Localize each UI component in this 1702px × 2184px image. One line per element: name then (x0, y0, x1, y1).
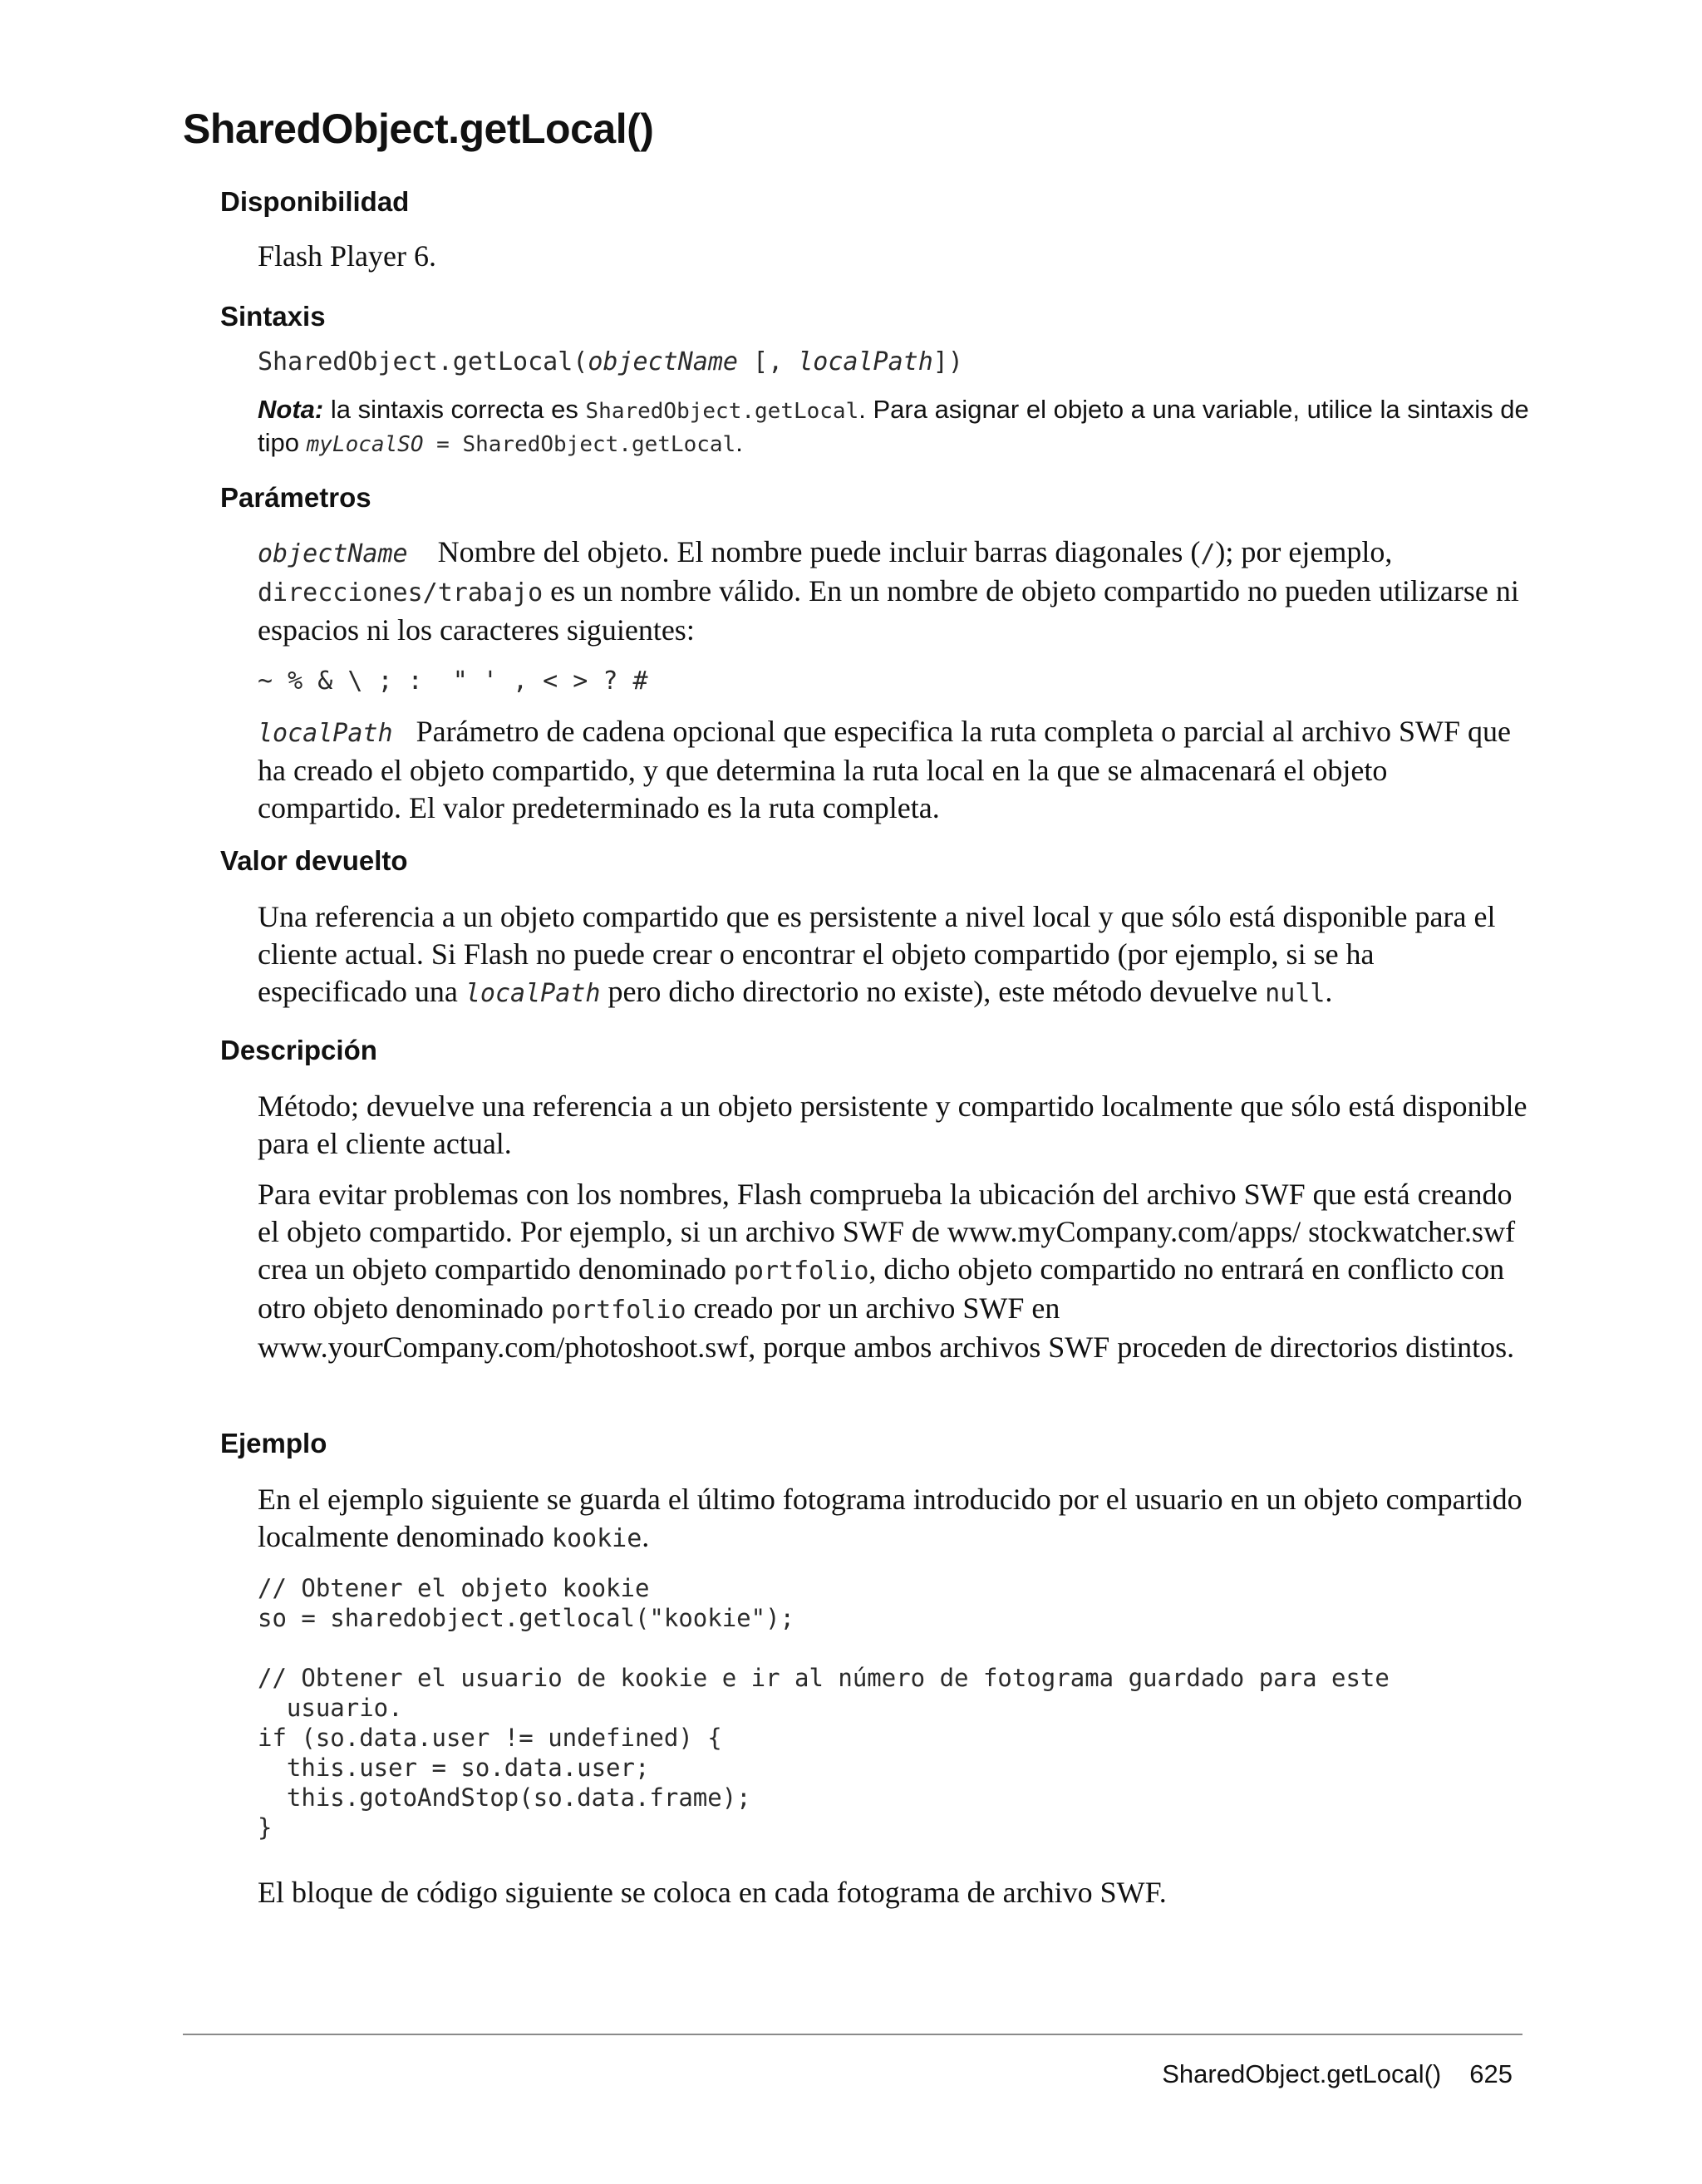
param-localpath-desc (258, 713, 1529, 827)
footer-label: SharedObject.getLocal() (1162, 2059, 1442, 2088)
description-paragraph-2 (258, 1176, 1529, 1366)
note-text-2: . Para asignar el objeto a una variable, utilice la sintaxis de tipo (258, 395, 1529, 457)
example-intro-end: . (642, 1520, 650, 1553)
return-value-code-1: localPath (465, 979, 601, 1008)
syntax-code-mid: [, (737, 347, 799, 376)
note-text-1: la sintaxis correcta es (323, 395, 586, 424)
syntax-param-objectname: objectName (588, 347, 738, 376)
note-label: Nota: (258, 395, 324, 424)
syntax-code (258, 342, 1529, 381)
code-line: usuario. (258, 1694, 403, 1722)
parameters-heading: Parámetros (220, 482, 371, 513)
code-line: this.user = so.data.user; (258, 1754, 650, 1782)
description-text-1: Para evitar problemas con los nombres, Flash comprueba la ubicación del archivo SWF que está creando el objeto compartido. Por ejemplo, si un archivo SWF de www.myCompany.com/apps/ stockwatcher.swf crea un objeto compartido denominado (258, 1178, 1516, 1286)
param-objectname-text-3: es un nombre válido. En un nombre de objeto compartido no pueden utilizarse ni espacios ni los caracteres siguientes: (258, 574, 1519, 647)
example-outro: El bloque de código siguiente se coloca en cada fotograma de archivo SWF. (258, 1876, 1167, 1909)
param-objectname-text-1: Nombre del objeto. El nombre puede incluir barras diagonales ( (437, 535, 1201, 568)
example-intro (258, 1481, 1529, 1557)
code-line: } (258, 1813, 273, 1842)
note-text-3: . (735, 428, 743, 457)
note-code-2-var: myLocalSO (306, 432, 424, 457)
description-code-1: portfolio (733, 1257, 869, 1286)
param-objectname-name: objectName (258, 539, 408, 568)
page-footer (1162, 2059, 1513, 2089)
param-slash: / (1200, 539, 1216, 568)
page-title: SharedObject.getLocal() (183, 106, 654, 152)
return-value-heading: Valor devuelto (220, 845, 408, 876)
forbidden-characters (258, 661, 1529, 700)
code-line: // Obtener el usuario de kookie e ir al número de fotograma guardado para este (258, 1664, 1390, 1692)
example-intro-text: En el ejemplo siguiente se guarda el último fotograma introducido por el usuario en un objeto compartido localmente denominado (258, 1483, 1522, 1553)
code-line: if (so.data.user != undefined) { (258, 1724, 722, 1752)
footer-divider (183, 2034, 1522, 2035)
description-heading: Descripción (220, 1035, 377, 1065)
availability-text: Flash Player 6. (258, 239, 436, 273)
param-objectname-desc (258, 534, 1529, 649)
example-intro-code: kookie (551, 1524, 642, 1553)
syntax-code-suffix: ]) (932, 347, 963, 376)
code-line: so = sharedobject.getlocal("kookie"); (258, 1604, 795, 1632)
syntax-code-prefix: SharedObject.getLocal( (258, 347, 588, 376)
syntax-note (258, 394, 1529, 460)
availability-heading: Disponibilidad (220, 186, 410, 217)
page-number: 625 (1469, 2059, 1513, 2088)
syntax-param-localpath: localPath (798, 347, 933, 376)
return-value-text-1: Una referencia a un objeto compartido que es persistente a nivel local y que sólo está disponible para el cliente actual. Si Flash no puede crear o encontrar el objeto compartido (por ejemplo, si se ha especificado una (258, 900, 1496, 1008)
param-objectname-text-2: ); por ejemplo, (1215, 535, 1393, 568)
description-paragraph-1: Método; devuelve una referencia a un objeto persistente y compartido localmente que sólo está disponible para el cliente actual. (258, 1090, 1527, 1160)
return-value-text-3: . (1325, 975, 1333, 1008)
forbidden-characters-list: ~ % & \ ; : " ' , < > ? # (258, 667, 648, 696)
example-heading: Ejemplo (220, 1428, 327, 1458)
param-localpath-name: localPath (258, 719, 393, 748)
return-value-text (258, 898, 1529, 1012)
description-text-2: , dicho objeto compartido no entrará en conflicto con otro objeto denominado (258, 1252, 1505, 1325)
code-line: // Obtener el objeto kookie (258, 1574, 650, 1602)
note-code-2-rest: = SharedObject.getLocal (423, 432, 736, 457)
code-line: this.gotoAndStop(so.data.frame); (258, 1783, 751, 1812)
return-value-text-2: pero dicho directorio no existe), este método devuelve (600, 975, 1266, 1008)
syntax-heading: Sintaxis (220, 301, 326, 332)
param-localpath-text: Parámetro de cadena opcional que especifica la ruta completa o parcial al archivo SWF que ha creado el objeto compartido, y que determina la ruta local en la que se almacenará el objeto compartido. El valor predeterminado es la ruta completa. (258, 715, 1511, 824)
description-text-3: creado por un archivo SWF en www.yourCompany.com/photoshoot.swf, porque ambos archivos SWF proceden de directorios distintos. (258, 1291, 1515, 1364)
note-code-1: SharedObject.getLocal (585, 399, 859, 424)
description-code-2: portfolio (550, 1296, 686, 1325)
return-value-code-2: null (1265, 979, 1326, 1008)
param-objectname-example: direcciones/trabajo (258, 578, 544, 607)
